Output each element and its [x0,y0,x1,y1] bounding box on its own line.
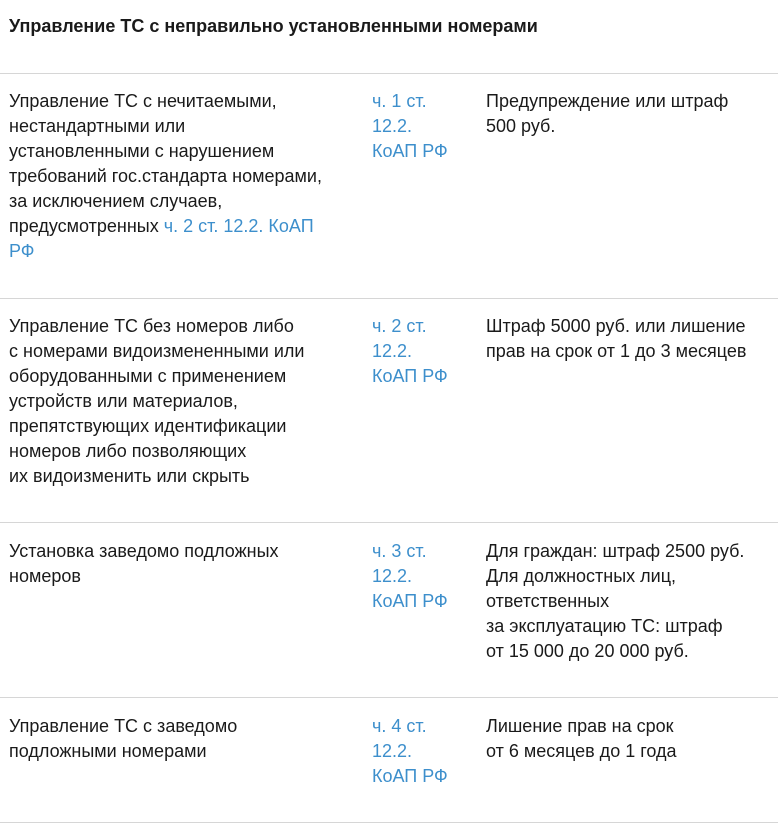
article-link[interactable] [372,714,472,789]
offense-line: требований гос.стандарта номерами, [9,166,322,186]
offense-tail-text: предусмотренных [9,216,164,236]
penalty-line: Лишение прав на срок [486,716,674,736]
offense-line: оборудованными с применением [9,366,287,386]
table-title: Управление ТС с неправильно установленными номерами [9,16,538,36]
offense-line: номеров [9,566,81,586]
offense-line: нестандартными или [9,116,186,136]
article-link[interactable] [372,539,472,614]
offense-line: с номерами видоизмененными или [9,341,305,361]
article-link[interactable] [372,89,472,164]
penalty-line: Для должностных лиц, [486,566,677,586]
offense-line: номеров либо позволяющих [9,441,247,461]
penalty-cell [486,314,778,364]
offense-line: препятствующих идентификации [9,416,287,436]
penalty-line: от 15 000 до 20 000 руб. [486,641,689,661]
divider [0,697,778,698]
penalty-line: от 6 месяцев до 1 года [486,741,677,761]
offense-line: подложными номерами [9,741,207,761]
offense-line: Управление ТС с заведомо [9,716,238,736]
penalty-cell [486,714,778,764]
article-line: 12.2. [372,341,413,361]
offense-line: установленными с нарушением [9,141,275,161]
offense-cell [9,714,361,764]
penalty-line: Штраф 5000 руб. или лишение [486,316,746,336]
penalty-line: Для граждан: штраф 2500 руб. [486,541,745,561]
article-line: ч. 1 ст. [372,91,427,111]
penalty-line: 500 руб. [486,116,556,136]
offense-cell [9,539,361,589]
offense-line: их видоизменить или скрыть [9,466,250,486]
article-line: 12.2. [372,116,413,136]
article-line: 12.2. [372,566,413,586]
article-line: 12.2. [372,741,413,761]
article-line: КоАП РФ [372,141,448,161]
offense-cell [9,314,361,489]
divider [0,73,778,74]
offense-line: Управление ТС без номеров либо [9,316,294,336]
article-line: КоАП РФ [372,591,448,611]
article-line: КоАП РФ [372,766,448,786]
penalty-cell [486,539,778,664]
penalty-line: ответственных [486,591,610,611]
article-link-inline-cont[interactable]: РФ [9,241,35,261]
penalty-line: прав на срок от 1 до 3 месяцев [486,341,747,361]
penalty-line: за эксплуатацию ТС: штраф [486,616,723,636]
offense-line: Установка заведомо подложных [9,541,279,561]
penalty-cell [486,89,778,139]
divider [0,522,778,523]
article-line: ч. 2 ст. [372,316,427,336]
article-line: ч. 4 ст. [372,716,427,736]
article-line: ч. 3 ст. [372,541,427,561]
article-line: КоАП РФ [372,366,448,386]
offense-line: Управление ТС с нечитаемыми, [9,91,277,111]
divider [0,298,778,299]
offense-line: за исключением случаев, [9,191,223,211]
article-link-inline[interactable]: ч. 2 ст. 12.2. КоАП [163,216,314,236]
penalty-line: Предупреждение или штраф [486,91,729,111]
divider [0,822,778,823]
article-link[interactable] [372,314,472,389]
offense-line [9,214,361,239]
offense-line: устройств или материалов, [9,391,238,411]
offense-cell [9,89,361,264]
